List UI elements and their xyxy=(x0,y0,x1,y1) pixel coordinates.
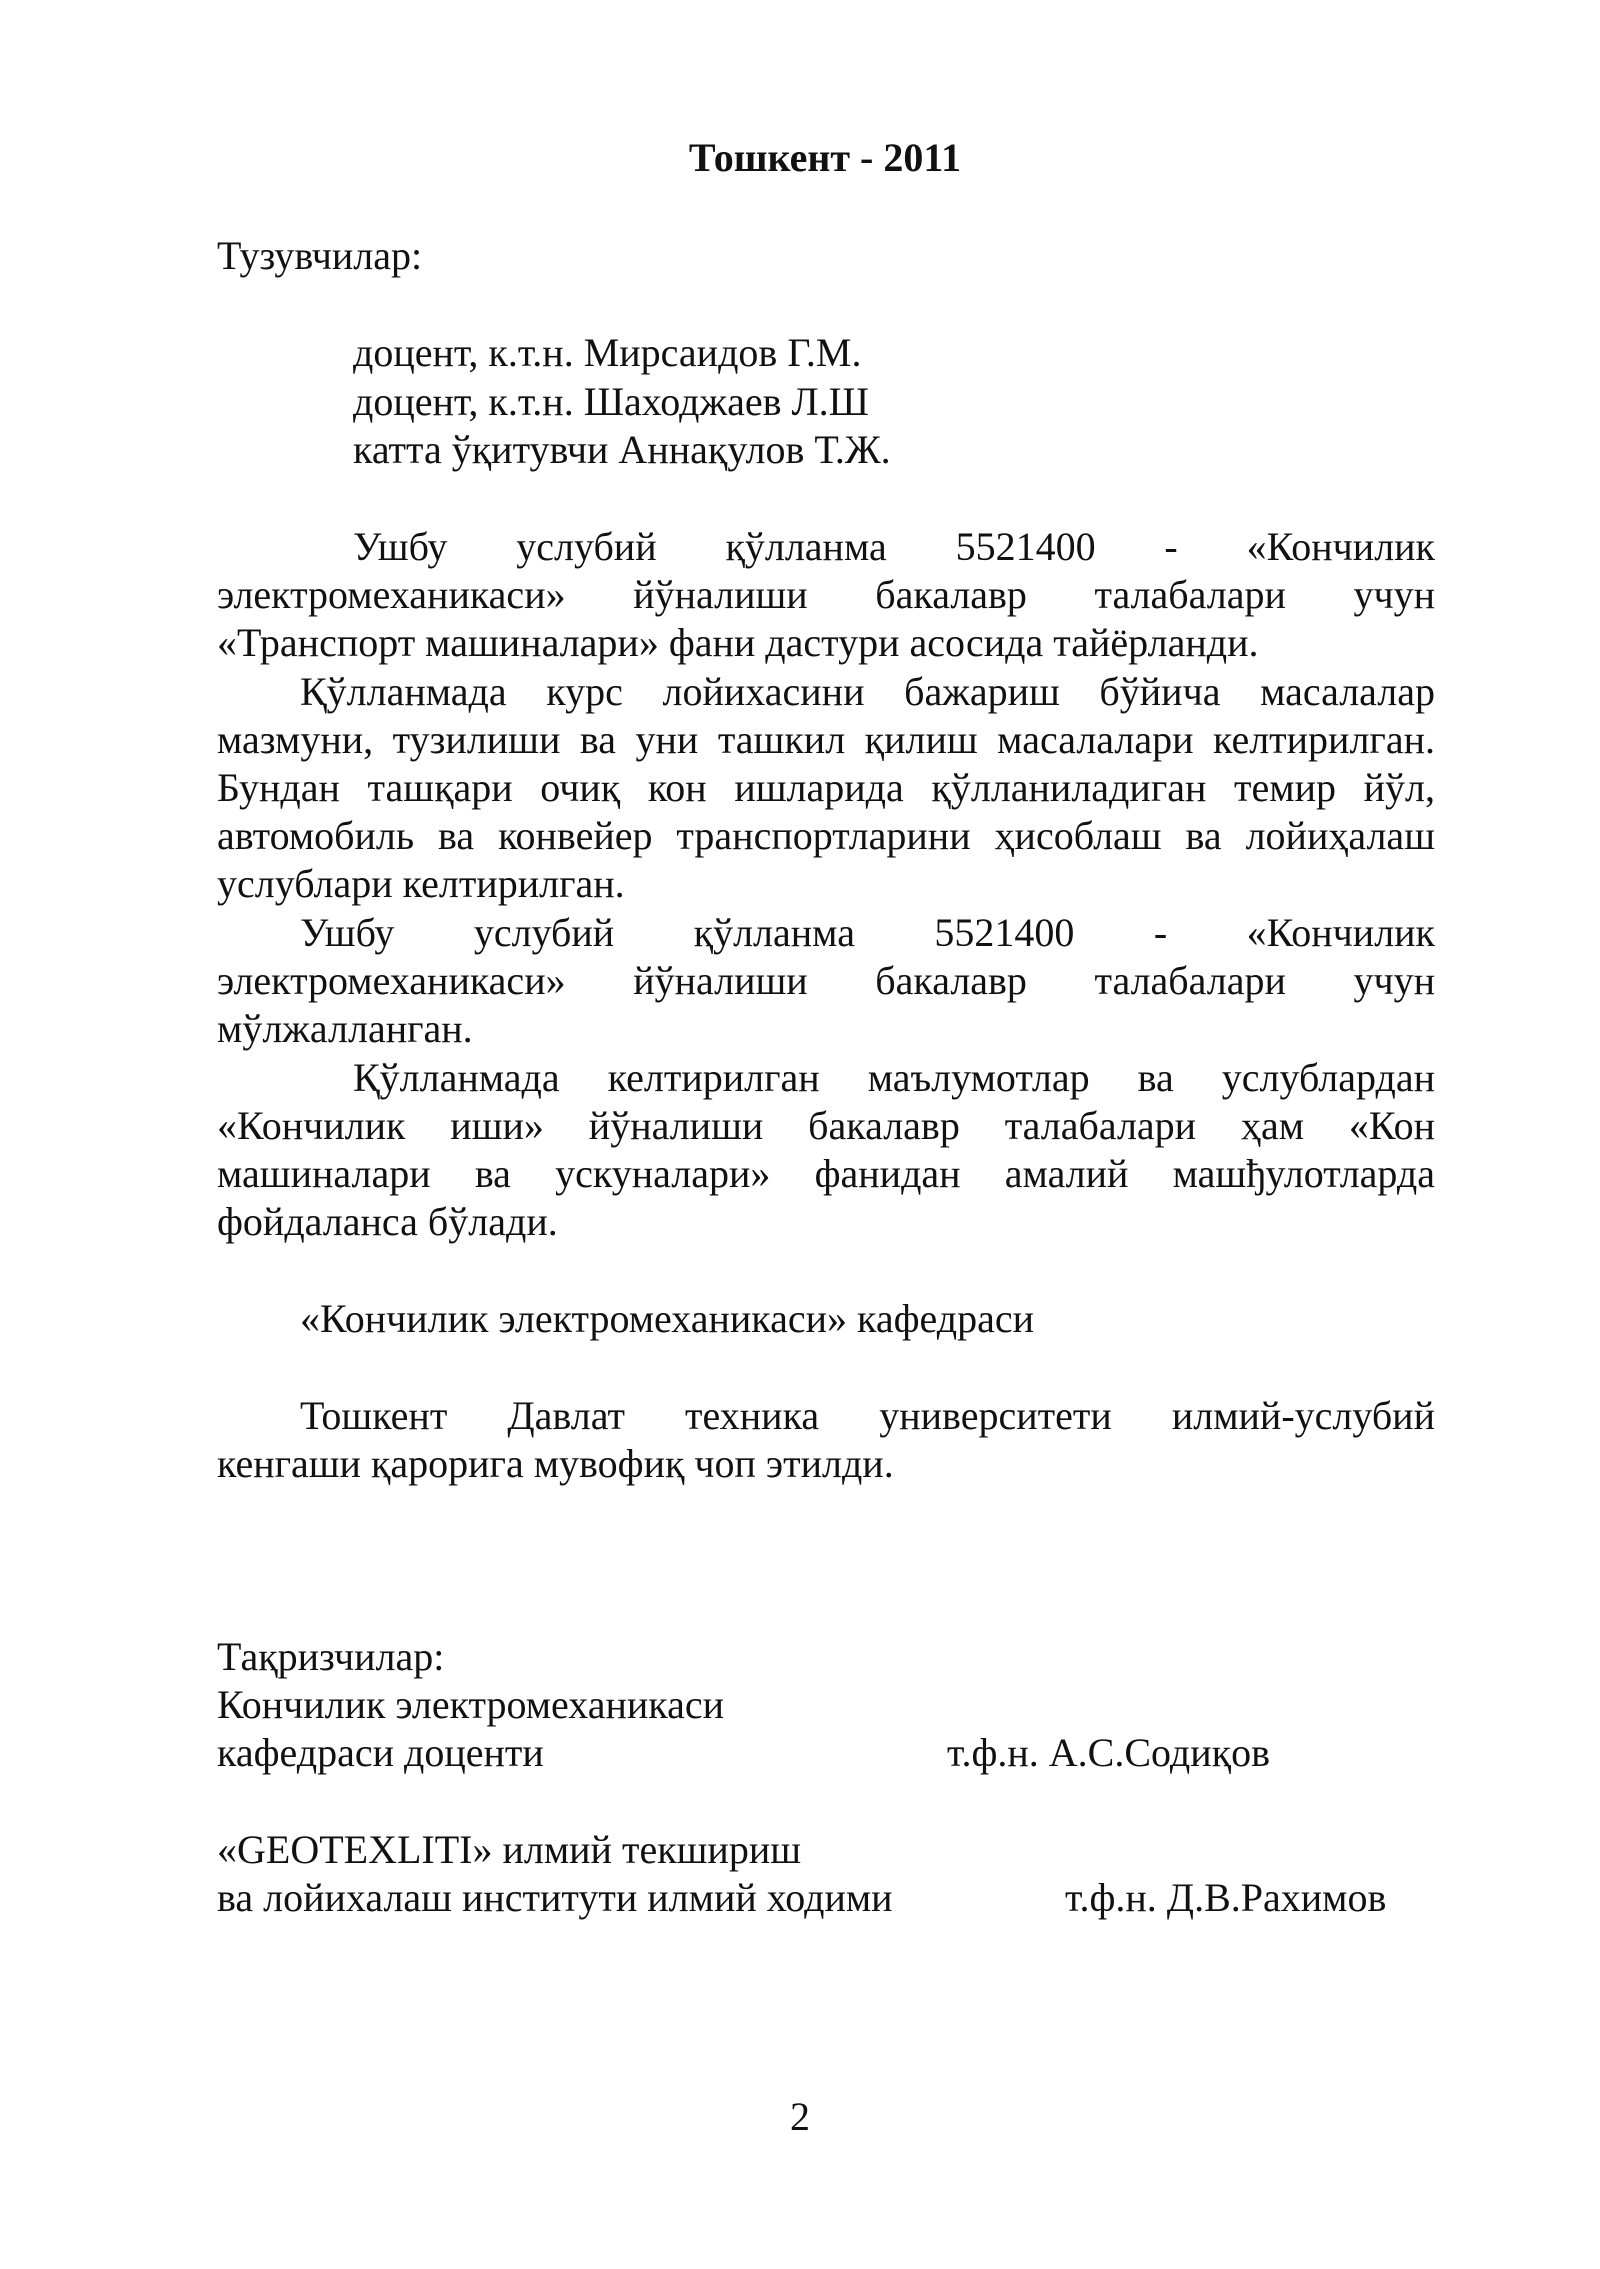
paragraph-4-line-3: машиналари ва ускуналари» фанидан амалий машђулотларда xyxy=(217,1151,1435,1196)
paragraph-4-line-1: Қўлланмада келтирилган маълумотлар ва услублардан xyxy=(353,1055,1435,1100)
paragraph-2-line-1: Қўлланмада курс лойихасини бажариш бўйича масалалар xyxy=(300,669,1435,714)
approval-paragraph xyxy=(217,1392,1435,1488)
paragraph-4-line-4: фойдаланса бўлади. xyxy=(217,1199,558,1244)
compiler-1: доцент, к.т.н. Мирсаидов Г.М. xyxy=(353,330,862,375)
reviewer-2-name: т.ф.н. Д.В.Рахимов xyxy=(1065,1875,1387,1920)
paragraph-2-line-3: Бундан ташқари очиқ кон ишларида қўлланиладиган темир йўл, xyxy=(217,765,1435,810)
compiler-2: доцент, к.т.н. Шаходжаев Л.Ш xyxy=(353,379,869,424)
paragraph-2 xyxy=(217,668,1435,908)
compiler-3: катта ўқитувчи Аннақулов Т.Ж. xyxy=(353,427,891,472)
page-title: Тошкент - 2011 xyxy=(688,135,962,180)
paragraph-2-line-4: автомобиль ва конвейер транспортларини ҳисоблаш ва лойиҳалаш xyxy=(217,813,1435,858)
paragraph-1 xyxy=(217,523,1435,667)
paragraph-3-line-1: Ушбу услубий қўлланма 5521400 - «Кончилик xyxy=(300,910,1435,955)
approval-line-2: кенгаши қарорига мувофиқ чоп этилди. xyxy=(217,1441,894,1486)
paragraph-3-line-2: электромеханикаси» йўналиши бакалавр талабалари учун xyxy=(217,958,1435,1003)
paragraph-4-line-2: «Кончилик иши» йўналиши бакалавр талабалари ҳам «Кон xyxy=(217,1103,1435,1148)
paragraph-4 xyxy=(217,1054,1435,1246)
paragraph-3-line-3: мўлжалланган. xyxy=(217,1006,473,1051)
paragraph-1-line-2: электромеханикаси» йўналиши бакалавр талабалари учун xyxy=(217,572,1435,617)
reviewer-1-name: т.ф.н. А.С.Содиқов xyxy=(947,1730,1270,1775)
approval-line-1: Тошкент Давлат техника университети илмий-услубий xyxy=(300,1393,1435,1438)
paragraph-1-line-1: Ушбу услубий қўлланма 5521400 - «Кончилик xyxy=(353,524,1435,569)
reviewer-1-position-line-1: Кончилик электромеханикаси xyxy=(217,1682,725,1727)
compilers-label: Тузувчилар: xyxy=(217,233,423,278)
department-line: «Кончилик электромеханикаси» кафедраси xyxy=(300,1296,1035,1341)
reviewer-1-position-line-2: кафедраси доценти xyxy=(217,1730,544,1775)
reviewer-2-position-line-1: «GEOTEXLITI» илмий текшириш xyxy=(217,1827,802,1872)
page-number: 2 xyxy=(790,2094,810,2139)
paragraph-1-line-3: «Транспорт машиналари» фани дастури асосида тайёрланди. xyxy=(217,620,1259,665)
reviewers-label: Тақризчилар: xyxy=(217,1634,445,1679)
paragraph-2-line-5: услублари келтирилган. xyxy=(217,861,625,906)
paragraph-3 xyxy=(217,909,1435,1053)
paragraph-2-line-2: мазмуни, тузилиши ва уни ташкил қилиш масалалари келтирилган. xyxy=(217,717,1435,762)
reviewer-2-position-line-2: ва лойихалаш институти илмий ходими xyxy=(217,1875,893,1920)
